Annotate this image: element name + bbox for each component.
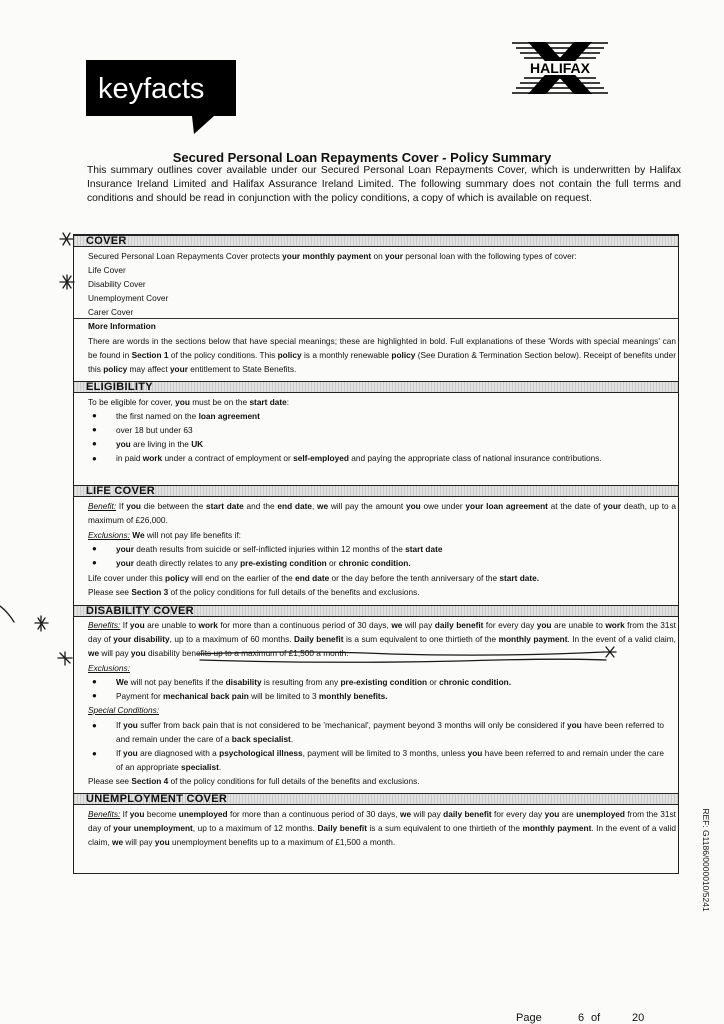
- life-cover-benefit: Benefit: If you die between the start date and the end date, we will pay the amount you owe under your loan agreement at the date of your death, up to a maximum of £26,000.: [88, 501, 676, 525]
- keyfacts-logo-text: keyfacts: [98, 73, 205, 105]
- disability-exclusions-label: Exclusions:: [88, 663, 130, 673]
- unemployment-cover-heading: UNEMPLOYMENT COVER: [86, 793, 228, 805]
- page-number: 6: [578, 1012, 585, 1024]
- eligibility-item-age: over 18 but under 63: [116, 425, 193, 435]
- policy-summary-table: [73, 234, 679, 874]
- bullet: ●: [92, 425, 97, 434]
- eligibility-item-work: in paid work under a contract of employment or self-employed and paying the appropriate class of national insurance contributions.: [116, 453, 602, 463]
- life-cover-end: Life cover under this policy will end on the earlier of the end date or the day before the tenth anniversary of the start date.: [88, 573, 540, 583]
- unemployment-cover-benefit: Benefits: If you become unemployed for more than a continuous period of 30 days, we will pay daily benefit for every day you are unemployed from the 31st day of your unemployment, up to a maximum of 12 months. Daily benefit is a sum equivalent to one thirtieth of the monthly payment. In the event of a valid claim, we will pay you unemployment benefits up to a maximum of £1,500 a month.: [88, 809, 676, 847]
- life-exclusion-suicide: your death results from suicide or self-inflicted injuries within 12 months of the start date: [116, 544, 443, 554]
- cover-type-disability: Disability Cover: [88, 279, 146, 289]
- bullet: ●: [92, 558, 97, 567]
- bullet: ●: [92, 544, 97, 553]
- disability-exclusion-back-pain: Payment for mechanical back pain will be limited to 3 monthly benefits.: [116, 691, 388, 701]
- cover-type-unemployment: Unemployment Cover: [88, 293, 169, 303]
- eligibility-item-uk: you are living in the UK: [116, 439, 204, 449]
- intro-paragraph: This summary outlines cover available under our Secured Personal Loan Repayments Cover, which is underwritten by Halifax Insurance Ireland Limited and Halifax Assurance Ireland Limited. The following summary does not contain the full terms and conditions and should be read in conjunction with the policy conditions, a copy of which is available on request.: [87, 165, 681, 204]
- disability-special-psychological: If you are diagnosed with a psychological illness, payment will be limited to 3 months, unless you have been referred to and remain under the care of an appropriate specialist.: [116, 748, 664, 772]
- halifax-logo: [508, 40, 612, 96]
- document-title: Secured Personal Loan Repayments Cover - Policy Summary: [172, 150, 552, 165]
- disability-exclusion-condition: We will not pay benefits if the disability is resulting from any pre-existing condition or chronic condition.: [116, 677, 512, 687]
- handwritten-tick: [0, 606, 14, 622]
- page-of-label: of: [591, 1012, 601, 1024]
- halifax-logo-text: HALIFAX: [530, 60, 590, 76]
- more-information-text: There are words in the sections below that have special meanings; these are highlighted in bold. Full explanations of these 'Words with special meanings' can be found in Section 1 of the policy conditions. This policy is a monthly renewable policy (See Duration & Termination Section below). Receipt of benefits under this policy may affect your entitlement to State Benefits.: [88, 336, 676, 374]
- cover-intro: Secured Personal Loan Repayments Cover protects your monthly payment on your personal loan with the following types of cover:: [88, 251, 577, 261]
- more-information-heading: More Information: [88, 321, 156, 331]
- cover-section-header: [74, 235, 678, 247]
- handwritten-asterisk: [60, 275, 74, 289]
- handwritten-asterisk: [58, 652, 72, 665]
- life-cover-section-header: [74, 485, 678, 497]
- page-total: 20: [632, 1012, 645, 1024]
- disability-special-conditions-label: Special Conditions:: [88, 705, 160, 715]
- page-label: Page: [516, 1012, 542, 1024]
- disability-cover-benefit: Benefits: If you are unable to work for more than a continuous period of 30 days, we will pay daily benefit for every day you are unable to work from the 31st day of your disability, up to a maximum of 60 months. Daily benefit is a sum equivalent to one thirtieth of the monthly payment. In the event of a valid claim, we will pay you disability benefits up to a maximum of £1,500 a month.: [88, 620, 676, 658]
- handwritten-asterisk: [60, 233, 73, 245]
- bullet: ●: [92, 439, 97, 448]
- divider: [74, 318, 678, 319]
- life-exclusion-condition: your death directly relates to any pre-existing condition or chronic condition.: [116, 558, 411, 568]
- disability-cover-heading: DISABILITY COVER: [86, 605, 194, 617]
- eligibility-heading: ELIGIBILITY: [86, 381, 153, 393]
- eligibility-intro: To be eligible for cover, you must be on the start date:: [88, 397, 290, 407]
- life-cover-heading: LIFE COVER: [86, 485, 156, 497]
- cover-type-life: Life Cover: [88, 265, 126, 275]
- eligibility-section-header: [74, 381, 678, 393]
- unemployment-cover-section-header: [74, 793, 678, 805]
- handwritten-asterisk: [35, 616, 48, 631]
- keyfacts-logo: [86, 60, 236, 136]
- bullet: ●: [92, 721, 97, 730]
- disability-see-section: Please see Section 4 of the policy conditions for full details of the benefits and exclusions.: [88, 776, 420, 786]
- bullet: ●: [92, 411, 97, 420]
- cover-heading: COVER: [86, 235, 127, 247]
- document-reference: REF: G1186/0000010/5241: [701, 808, 711, 912]
- cover-type-carer: Carer Cover: [88, 307, 134, 317]
- life-cover-see-section: Please see Section 3 of the policy conditions for full details of the benefits and exclusions.: [88, 587, 420, 597]
- disability-cover-section-header: [74, 605, 678, 617]
- bullet: ●: [92, 749, 97, 758]
- bullet: ●: [92, 691, 97, 700]
- bullet: ●: [92, 677, 97, 686]
- eligibility-item-loan: the first named on the loan agreement: [116, 411, 260, 421]
- disability-special-back-pain: If you suffer from back pain that is not considered to be 'mechanical', payment beyond 3 months will only be considered if you have been referred to and remain under the care of a back specialist.: [116, 720, 665, 744]
- life-cover-exclusions-intro: Exclusions: We will not pay life benefits if:: [88, 530, 241, 540]
- bullet: ●: [92, 454, 97, 463]
